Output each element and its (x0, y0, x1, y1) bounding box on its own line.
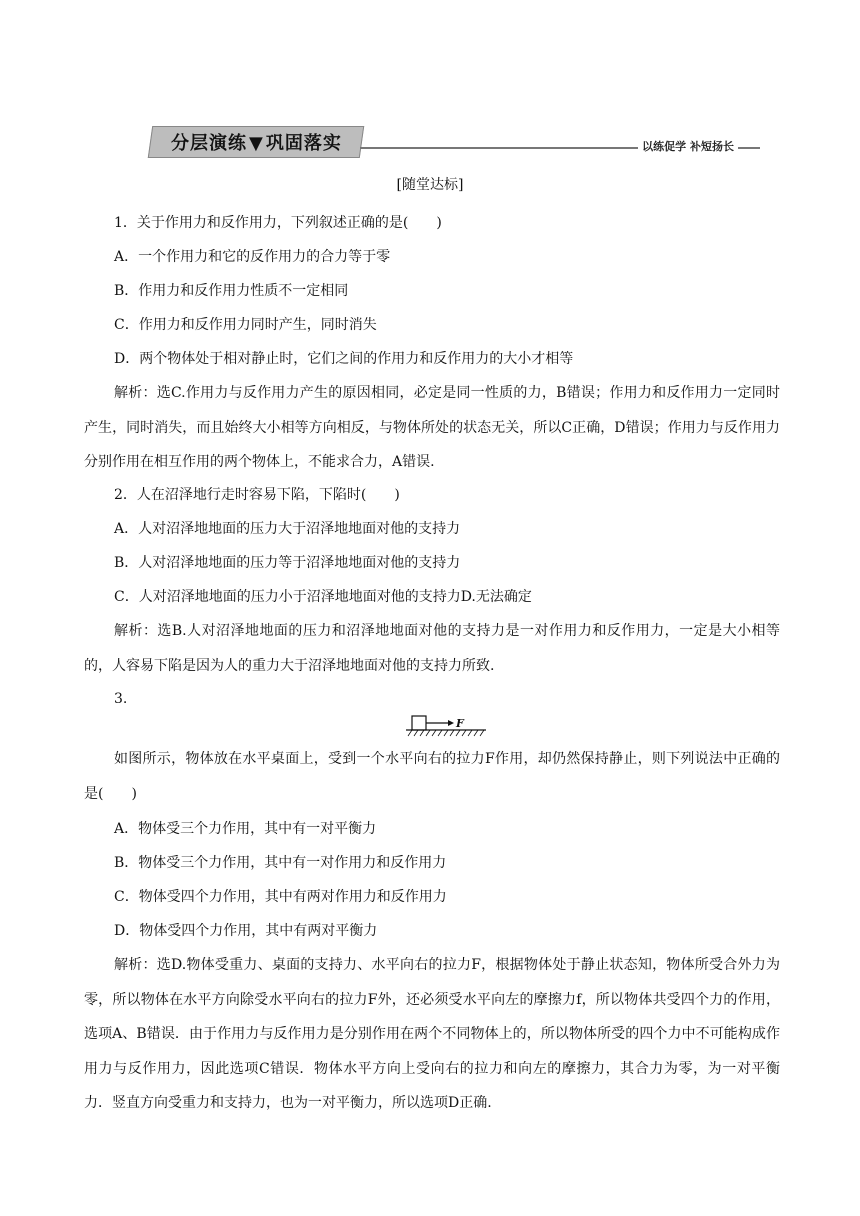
banner-title-left: 分层演练 (170, 133, 247, 154)
q3-option-d: D．物体受四个力作用，其中有两对平衡力 (114, 923, 378, 939)
q1-analysis: 解析：选C.作用力与反作用力产生的原因相同，必定是同一性质的力，B错误；作用力和反作用力一定同时产生，同时消失，而且始终大小相等方向相反，与物体所处的状态无关，所以C正确，D错误；作用力与反作用力分别作用在相互作用的两个物体上，不能求合力，A错误. (84, 385, 780, 470)
q2-option-b: B．人对沼泽地地面的压力等于沼泽地地面对他的支持力 (114, 555, 461, 571)
block-force-diagram (406, 710, 488, 738)
triangle-down-icon: ▼ (248, 133, 264, 154)
section-heading: [随堂达标] (396, 177, 464, 193)
q1-option-c: C．作用力和反作用力同时产生，同时消失 (114, 317, 377, 333)
banner-title (148, 126, 364, 158)
surface-hatching (408, 730, 484, 736)
q1-stem: 1．关于作用力和反作用力，下列叙述正确的是( ) (114, 215, 442, 231)
q2-analysis: 解析：选B.人对沼泽地地面的压力和沼泽地地面对他的支持力是一对作用力和反作用力，一定是大小相等的，人容易下陷是因为人的重力大于沼泽地地面对他的支持力所致. (84, 623, 780, 674)
q3-option-b: B．物体受三个力作用，其中有一对作用力和反作用力 (114, 855, 447, 871)
q1-option-a: A．一个作用力和它的反作用力的合力等于零 (114, 249, 391, 265)
q3-stem: 如图所示，物体放在水平桌面上，受到一个水平向右的拉力F作用，却仍然保持静止，则下列说法中正确的是( ) (84, 751, 780, 802)
banner-title-right: 巩固落实 (265, 133, 342, 154)
banner-subtitle: 以练促学 补短扬长 (638, 138, 738, 154)
force-arrow-head (448, 720, 454, 726)
block-shape (412, 716, 426, 730)
q1-option-b: B．作用力和反作用力性质不一定相同 (114, 283, 349, 299)
q3-number: 3. (114, 691, 128, 707)
q1-option-d: D．两个物体处于相对静止时，它们之间的作用力和反作用力的大小才相等 (114, 351, 574, 367)
section-banner (150, 126, 760, 158)
q3-option-a: A．物体受三个力作用，其中有一对平衡力 (114, 821, 377, 837)
force-label: F (456, 717, 464, 730)
q2-option-a: A．人对沼泽地地面的压力大于沼泽地地面对他的支持力 (114, 521, 461, 537)
q3-analysis: 解析：选D.物体受重力、桌面的支持力、水平向右的拉力F，根据物体处于静止状态知，物体所受合外力为零，所以物体在水平方向除受水平向右的拉力F外，还必须受水平向左的摩擦力f，所以物体共受四个力的作用，选项A、B错误．由于作用力与反作用力是分别作用在两个不同物体上的，所以物体所受的四个力中不可能构成作用力与反作用力，因此选项C错误．物体水平方向上受向右的拉力和向左的摩擦力，其合力为零，为一对平衡力．竖直方向受重力和支持力，也为一对平衡力，所以选项D正确. (84, 957, 780, 1111)
q2-option-c: C．人对沼泽地地面的压力小于沼泽地地面对他的支持力D.无法确定 (114, 589, 532, 605)
q3-option-c: C．物体受四个力作用，其中有两对作用力和反作用力 (114, 889, 447, 905)
q2-stem: 2．人在沼泽地行走时容易下陷，下陷时( ) (114, 487, 400, 503)
